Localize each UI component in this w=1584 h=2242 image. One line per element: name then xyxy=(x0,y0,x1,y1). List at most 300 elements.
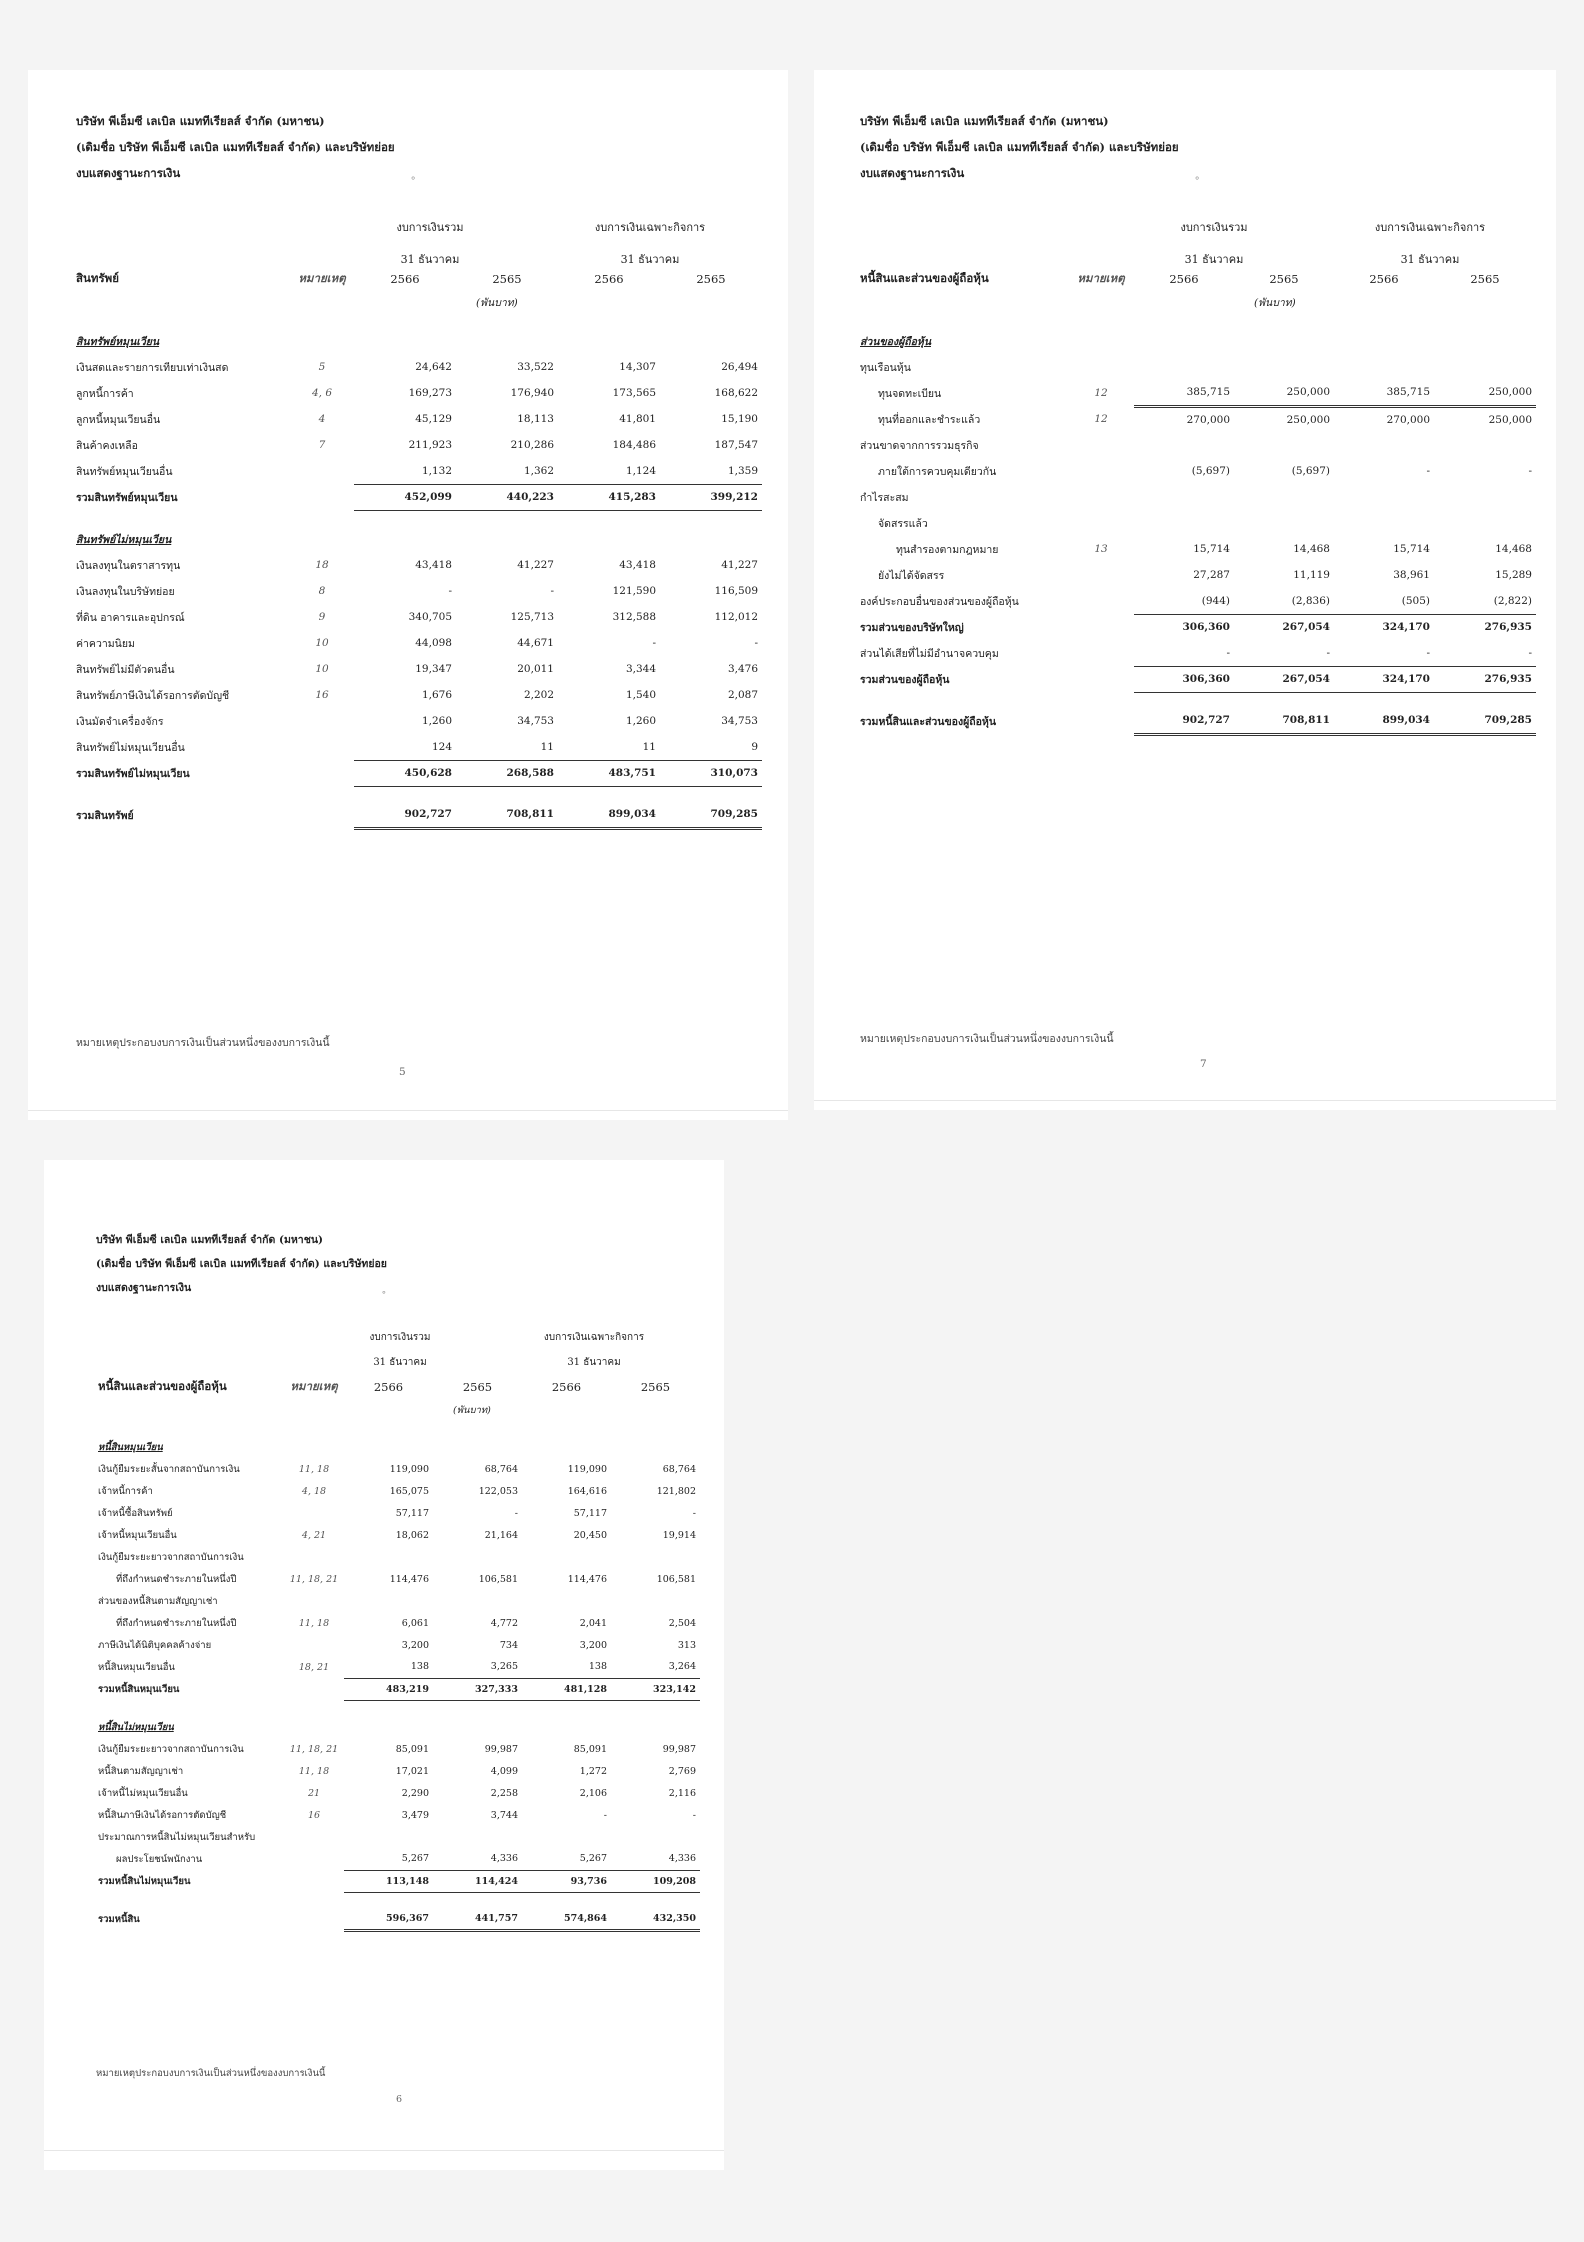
amount-cell: 415,283 xyxy=(558,484,660,510)
amount-cell xyxy=(1134,354,1234,380)
amount-cell: 15,289 xyxy=(1495,569,1532,581)
table-row xyxy=(94,1804,700,1826)
amount-cell: 3,200 xyxy=(579,1639,607,1651)
amount-cell xyxy=(1334,354,1434,380)
amount-cell xyxy=(611,1590,700,1612)
amount-cell: - xyxy=(754,637,758,649)
amount-cell: 2,290 xyxy=(401,1787,429,1799)
row-label: สินทรัพย์ไม่หมุนเวียน xyxy=(76,533,172,546)
amount-cell: 99,987 xyxy=(484,1743,518,1755)
amount-cell: 385,715 xyxy=(1134,380,1234,406)
note-ref: 11, 18 xyxy=(298,1463,330,1475)
note-ref: 9 xyxy=(318,611,326,623)
amount-cell: 210,286 xyxy=(510,439,554,451)
amount-cell: 432,350 xyxy=(611,1908,700,1930)
amount-cell: 441,757 xyxy=(433,1908,522,1930)
amount-cell: 267,054 xyxy=(1282,621,1330,634)
amount-cell: 125,713 xyxy=(510,611,554,623)
row-label: สินทรัพย์ไม่หมุนเวียนอื่น xyxy=(76,741,185,754)
amount-cell: 2,087 xyxy=(727,689,758,701)
page-divider xyxy=(44,2150,724,2151)
statement-title: งบแสดงฐานะการเงิน ˳ xyxy=(96,1282,387,1294)
amount-cell xyxy=(1334,484,1434,510)
amount-cell: 483,219 xyxy=(344,1678,433,1700)
amount-cell: 4,099 xyxy=(490,1765,518,1777)
amount-cell: 27,287 xyxy=(1193,569,1230,581)
spacer-row xyxy=(856,692,1536,708)
consolidated-heading: งบการเงินรวม xyxy=(396,221,464,234)
amount-cell: 2,116 xyxy=(668,1787,696,1799)
amount-cell: 5,267 xyxy=(344,1848,433,1870)
table-row xyxy=(94,1480,700,1502)
total-row xyxy=(94,1678,700,1700)
company-former-name: (เดิมชื่อ บริษัท พีเอ็มซี เลเบิล แมททีเรียลส์ จำกัด) และบริษัทย่อย xyxy=(76,140,395,154)
amount-cell: 26,494 xyxy=(721,361,758,373)
note-ref xyxy=(290,802,354,828)
unit-row xyxy=(94,1400,700,1420)
row-label: หนี้สินตามสัญญาเช่า xyxy=(98,1765,184,1777)
asof-heading: 31 ธันวาคม xyxy=(400,253,460,266)
separate-heading: งบการเงินเฉพาะกิจการ xyxy=(1374,221,1486,234)
amount-cell: 14,468 xyxy=(1495,543,1532,555)
amount-cell xyxy=(522,1590,611,1612)
company-name: บริษัท พีเอ็มซี เลเบิล แมททีเรียลส์ จำกัด (มหาชน) xyxy=(96,1234,323,1246)
row-label: ผลประโยชน์พนักงาน xyxy=(116,1853,203,1865)
amount-cell: 124 xyxy=(354,734,456,760)
table-row xyxy=(72,630,762,656)
total-row xyxy=(72,484,762,510)
amount-cell: 899,034 xyxy=(1334,708,1434,734)
amount-cell: 57,117 xyxy=(395,1507,429,1519)
note-ref xyxy=(284,1546,344,1568)
year-header: 2566 xyxy=(1169,272,1199,286)
amount-cell: 324,170 xyxy=(1334,666,1434,692)
separate-heading: งบการเงินเฉพาะกิจการ xyxy=(594,221,706,234)
table-row xyxy=(94,1848,700,1870)
amount-cell: 41,801 xyxy=(619,413,656,425)
row-label: รวมหนี้สินไม่หมุนเวียน xyxy=(98,1875,191,1887)
amount-cell: 483,751 xyxy=(558,760,660,786)
note-ref xyxy=(290,458,354,484)
statement-title: งบแสดงฐานะการเงิน ˳ xyxy=(76,166,417,180)
amount-cell: 276,935 xyxy=(1484,621,1532,634)
amount-cell: 1,540 xyxy=(625,689,656,701)
amount-cell: 15,714 xyxy=(1193,543,1230,555)
amount-cell: 44,671 xyxy=(517,637,554,649)
row-label: ประมาณการหนี้สินไม่หมุนเวียนสำหรับ xyxy=(98,1831,256,1843)
amount-cell: 24,642 xyxy=(415,361,452,373)
company-name: บริษัท พีเอ็มซี เลเบิล แมททีเรียลส์ จำกัด (มหาชน) xyxy=(76,114,325,128)
amount-cell xyxy=(1234,354,1334,380)
total-row xyxy=(94,1908,700,1930)
row-label: หนี้สินหมุนเวียนอื่น xyxy=(98,1661,175,1673)
table-row xyxy=(72,604,762,630)
row-label: สินทรัพย์หมุนเวียน xyxy=(76,335,160,348)
total-row xyxy=(94,1870,700,1892)
section-heading-row xyxy=(72,328,762,354)
note-ref: 11, 18, 21 xyxy=(289,1743,339,1755)
note-ref xyxy=(1068,354,1134,380)
amount-cell: 17,021 xyxy=(395,1765,429,1777)
amount-cell xyxy=(344,1716,433,1738)
note-ref xyxy=(284,1590,344,1612)
amount-cell xyxy=(456,328,558,354)
amount-cell: 116,509 xyxy=(714,585,758,597)
amount-cell xyxy=(611,1826,700,1848)
amount-cell: (2,836) xyxy=(1234,588,1334,614)
row-label: กำไรสะสม xyxy=(860,491,909,504)
row-label: หนี้สินภาษีเงินได้รอการตัดบัญชี xyxy=(98,1809,227,1821)
amount-cell: 2,041 xyxy=(579,1617,607,1629)
amount-cell: 57,117 xyxy=(573,1507,607,1519)
amount-cell: 68,764 xyxy=(484,1463,518,1475)
amount-cell: 4,772 xyxy=(490,1617,518,1629)
amount-cell: 44,098 xyxy=(415,637,452,649)
row-label: เงินลงทุนในตราสารทุน xyxy=(76,559,181,572)
amount-cell: 9 xyxy=(660,734,762,760)
amount-cell: 187,547 xyxy=(714,439,758,451)
table-row xyxy=(856,458,1536,484)
amount-cell: 2,106 xyxy=(579,1787,607,1799)
amount-cell xyxy=(660,526,762,552)
row-label: รวมสินทรัพย์ xyxy=(76,809,134,822)
row-label: ทุนจดทะเบียน xyxy=(878,387,942,400)
amount-cell xyxy=(456,526,558,552)
table-row xyxy=(72,708,762,734)
amount-cell: 3,264 xyxy=(611,1656,700,1678)
amount-cell: 385,715 xyxy=(1334,380,1434,406)
note-column-header: หมายเหตุ xyxy=(290,1379,338,1393)
amount-cell: 1,132 xyxy=(354,458,456,484)
amount-cell: 168,622 xyxy=(714,387,758,399)
page-divider xyxy=(28,1110,788,1111)
row-label: ที่ถึงกำหนดชำระภายในหนึ่งปี xyxy=(116,1617,237,1629)
footnote: หมายเหตุประกอบงบการเงินเป็นส่วนหนึ่งของงบการเงินนี้ xyxy=(96,2068,326,2079)
unit-row xyxy=(72,292,762,312)
amount-cell: 138 xyxy=(522,1656,611,1678)
amount-cell: 596,367 xyxy=(344,1908,433,1930)
amount-cell: 114,476 xyxy=(389,1573,429,1585)
note-ref: 16 xyxy=(307,1809,321,1821)
amount-cell: 327,333 xyxy=(433,1678,522,1700)
note-ref xyxy=(290,328,354,354)
row-label: รวมส่วนของผู้ถือหุ้น xyxy=(860,673,950,686)
unit-label: (พันบาท) xyxy=(476,296,518,309)
row-label: หนี้สินไม่หมุนเวียน xyxy=(98,1721,174,1733)
amount-cell: 1,272 xyxy=(579,1765,607,1777)
amount-cell xyxy=(611,1436,700,1458)
amount-cell: 324,170 xyxy=(1382,621,1430,634)
table-row xyxy=(94,1738,700,1760)
row-label: เงินกู้ยืมระยะยาวจากสถาบันการเงิน xyxy=(98,1551,244,1563)
table-row xyxy=(72,354,762,380)
note-ref xyxy=(290,760,354,786)
note-column-header: หมายเหตุ xyxy=(298,271,346,285)
footnote: หมายเหตุประกอบงบการเงินเป็นส่วนหนึ่งของงบการเงินนี้ xyxy=(860,1033,1114,1045)
amount-cell: 14,468 xyxy=(1293,543,1330,555)
table-row xyxy=(94,1634,700,1656)
row-label: เจ้าหนี้หมุนเวียนอื่น xyxy=(98,1529,177,1541)
table-row xyxy=(72,682,762,708)
table-row xyxy=(856,510,1536,536)
table-row xyxy=(94,1612,700,1634)
amount-cell: 11 xyxy=(456,734,558,760)
amount-cell: 121,802 xyxy=(656,1485,696,1497)
table-row xyxy=(72,432,762,458)
note-ref: 11, 18 xyxy=(298,1617,330,1629)
table-row xyxy=(72,578,762,604)
amount-cell xyxy=(1434,328,1536,354)
amount-cell xyxy=(1434,432,1536,458)
note-ref: 4, 6 xyxy=(311,387,333,399)
amount-cell: - xyxy=(652,637,656,649)
table-row xyxy=(856,406,1536,432)
amount-cell xyxy=(1234,484,1334,510)
table-row xyxy=(856,536,1536,562)
asof-heading: 31 ธันวาคม xyxy=(620,253,680,266)
asof-heading: 31 ธันวาคม xyxy=(1400,253,1460,266)
amount-cell xyxy=(1134,484,1234,510)
year-header: 2565 xyxy=(492,272,522,286)
year-header: 2566 xyxy=(373,1380,404,1394)
amount-cell: 165,075 xyxy=(389,1485,429,1497)
row-label: ลูกหนี้หมุนเวียนอื่น xyxy=(76,413,161,426)
amount-cell: 114,424 xyxy=(433,1870,522,1892)
equity-table xyxy=(856,266,1536,736)
amount-cell xyxy=(344,1590,433,1612)
amount-cell: 708,811 xyxy=(456,802,558,828)
amount-cell: 34,753 xyxy=(517,715,554,727)
amount-cell: 268,588 xyxy=(456,760,558,786)
amount-cell xyxy=(354,526,456,552)
note-ref xyxy=(1068,484,1134,510)
amount-cell: 6,061 xyxy=(401,1617,429,1629)
amount-cell: 340,705 xyxy=(408,611,452,623)
amount-cell: 5,267 xyxy=(522,1848,611,1870)
table-row xyxy=(94,1782,700,1804)
page-header xyxy=(76,108,416,186)
table-row xyxy=(72,656,762,682)
note-ref xyxy=(284,1870,344,1892)
footnote: หมายเหตุประกอบงบการเงินเป็นส่วนหนึ่งของงบการเงินนี้ xyxy=(76,1037,330,1049)
amount-cell: 14,307 xyxy=(619,361,656,373)
page-header xyxy=(860,108,1200,186)
year-header: 2566 xyxy=(551,1380,582,1394)
total-row xyxy=(856,708,1536,734)
amount-cell: 18,113 xyxy=(517,413,554,425)
note-ref: 8 xyxy=(318,585,326,597)
table-row xyxy=(856,562,1536,588)
amount-cell xyxy=(1234,432,1334,458)
amount-cell xyxy=(354,328,456,354)
table-row xyxy=(94,1656,700,1678)
row-label: ส่วนได้เสียที่ไม่มีอำนาจควบคุม xyxy=(860,647,999,660)
amount-cell: 119,090 xyxy=(567,1463,607,1475)
amount-cell: - xyxy=(448,585,452,597)
amount-cell: 323,142 xyxy=(611,1678,700,1700)
section-heading-row xyxy=(94,1436,700,1458)
amount-cell: 43,418 xyxy=(415,559,452,571)
spacer-row xyxy=(94,1420,700,1436)
year-header: 2565 xyxy=(1269,272,1299,286)
year-header: 2565 xyxy=(462,1380,493,1394)
amount-cell: 250,000 xyxy=(1286,413,1330,426)
note-ref xyxy=(1068,588,1134,614)
year-header: 2566 xyxy=(1369,272,1399,286)
amount-cell: 270,000 xyxy=(1386,413,1430,426)
amount-cell: 45,129 xyxy=(415,413,452,425)
note-ref xyxy=(1068,640,1134,666)
amount-cell: 3,476 xyxy=(727,663,758,675)
amount-cell: - xyxy=(603,1809,607,1821)
row-label: รวมหนี้สิน xyxy=(98,1913,140,1925)
amount-cell xyxy=(1234,510,1334,536)
table-row xyxy=(72,380,762,406)
amount-cell: 1,260 xyxy=(625,715,656,727)
note-ref xyxy=(290,734,354,760)
section-title: หนี้สินและส่วนของผู้ถือหุ้น xyxy=(98,1379,227,1393)
amount-cell: 734 xyxy=(499,1639,518,1651)
amount-cell xyxy=(558,526,660,552)
row-label: รวมสินทรัพย์ไม่หมุนเวียน xyxy=(76,767,190,780)
row-label: ส่วนของหนี้สินตามสัญญาเช่า xyxy=(98,1595,218,1607)
page-equity xyxy=(814,70,1556,1110)
table-row xyxy=(72,406,762,432)
statement-title: งบแสดงฐานะการเงิน ˳ xyxy=(860,166,1201,180)
note-ref: 12 xyxy=(1094,387,1108,399)
total-row xyxy=(72,760,762,786)
amount-cell: 19,914 xyxy=(662,1529,696,1541)
row-label: เงินสดและรายการเทียบเท่าเงินสด xyxy=(76,361,229,374)
year-header: 2565 xyxy=(1470,272,1500,286)
row-label: ทุนสำรองตามกฎหมาย xyxy=(896,543,999,556)
amount-cell: 3,744 xyxy=(490,1809,518,1821)
table-row xyxy=(72,552,762,578)
table-row xyxy=(72,458,762,484)
row-label: จัดสรรแล้ว xyxy=(878,517,928,530)
spacer-row xyxy=(94,1892,700,1908)
amount-cell: 2,258 xyxy=(490,1787,518,1799)
year-header: 2565 xyxy=(696,272,726,286)
note-ref: 12 xyxy=(1094,413,1108,425)
row-label: สินทรัพย์หมุนเวียนอื่น xyxy=(76,465,173,478)
amount-cell xyxy=(433,1436,522,1458)
amount-cell xyxy=(558,328,660,354)
amount-cell: - xyxy=(1334,640,1434,666)
spacer-row xyxy=(72,786,762,802)
row-label: เจ้าหนี้ไม่หมุนเวียนอื่น xyxy=(98,1787,188,1799)
note-ref xyxy=(1068,510,1134,536)
amount-cell xyxy=(522,1436,611,1458)
asof-heading: 31 ธันวาคม xyxy=(567,1357,621,1368)
section-heading-row xyxy=(72,526,762,552)
amount-cell: 114,476 xyxy=(567,1573,607,1585)
page-divider xyxy=(814,1100,1556,1101)
row-label: ค่าความนิยม xyxy=(76,637,135,650)
amount-cell: 11 xyxy=(558,734,660,760)
note-ref: 18, 21 xyxy=(298,1661,330,1673)
amount-cell: 2,769 xyxy=(668,1765,696,1777)
row-label: ทุนเรือนหุ้น xyxy=(860,361,911,374)
note-ref xyxy=(1068,666,1134,692)
amount-cell: 106,581 xyxy=(656,1573,696,1585)
amount-cell xyxy=(433,1826,522,1848)
amount-cell: 267,054 xyxy=(1234,666,1334,692)
amount-cell: 1,124 xyxy=(558,458,660,484)
header-row xyxy=(856,266,1536,292)
table-row xyxy=(94,1826,700,1848)
amount-cell: 250,000 xyxy=(1234,380,1334,406)
row-label: องค์ประกอบอื่นของส่วนของผู้ถือหุ้น xyxy=(860,595,1019,608)
table-row xyxy=(94,1760,700,1782)
amount-cell: 276,935 xyxy=(1434,666,1536,692)
amount-cell: - xyxy=(1234,640,1334,666)
note-ref xyxy=(284,1848,344,1870)
amount-cell: 3,479 xyxy=(401,1809,429,1821)
note-ref xyxy=(284,1678,344,1700)
separate-heading: งบการเงินเฉพาะกิจการ xyxy=(543,1332,645,1343)
note-ref xyxy=(284,1502,344,1524)
spacer-row xyxy=(856,312,1536,328)
amount-cell xyxy=(522,1546,611,1568)
amount-cell xyxy=(1334,432,1434,458)
amount-cell xyxy=(1334,328,1434,354)
amount-cell: 306,360 xyxy=(1182,621,1230,634)
amount-cell: 119,090 xyxy=(389,1463,429,1475)
table-row xyxy=(94,1502,700,1524)
amount-cell: 1,359 xyxy=(660,458,762,484)
row-label: รวมส่วนของบริษัทใหญ่ xyxy=(860,621,964,634)
note-ref xyxy=(290,708,354,734)
year-header: 2565 xyxy=(640,1380,671,1394)
row-label: ที่ดิน อาคารและอุปกรณ์ xyxy=(76,611,185,624)
amount-cell: 481,128 xyxy=(522,1678,611,1700)
amount-cell: 306,360 xyxy=(1134,666,1234,692)
amount-cell xyxy=(1434,484,1536,510)
amount-cell: 19,347 xyxy=(415,663,452,675)
amount-cell: 450,628 xyxy=(354,760,456,786)
amount-cell: 21,164 xyxy=(484,1529,518,1541)
amount-cell: 1,362 xyxy=(456,458,558,484)
amount-cell: (944) xyxy=(1134,588,1234,614)
note-ref xyxy=(1068,458,1134,484)
asof-heading: 31 ธันวาคม xyxy=(1184,253,1244,266)
company-name: บริษัท พีเอ็มซี เลเบิล แมททีเรียลส์ จำกัด (มหาชน) xyxy=(860,114,1109,128)
page-number: 6 xyxy=(396,2094,403,2105)
amount-cell: 250,000 xyxy=(1488,413,1532,426)
table-row xyxy=(94,1590,700,1612)
note-ref: 10 xyxy=(315,637,329,649)
row-label: เงินกู้ยืมระยะยาวจากสถาบันการเงิน xyxy=(98,1743,244,1755)
amount-cell: 574,864 xyxy=(522,1908,611,1930)
note-ref: 4, 21 xyxy=(301,1529,327,1541)
amount-cell xyxy=(522,1716,611,1738)
amount-cell: 109,208 xyxy=(611,1870,700,1892)
amount-cell xyxy=(1134,510,1234,536)
year-header: 2566 xyxy=(594,272,624,286)
amount-cell: - xyxy=(1528,465,1532,477)
note-ref xyxy=(284,1634,344,1656)
note-ref xyxy=(284,1826,344,1848)
section-title: สินทรัพย์ xyxy=(76,271,119,285)
table-row xyxy=(856,484,1536,510)
amount-cell: 20,011 xyxy=(517,663,554,675)
amount-cell xyxy=(1134,432,1234,458)
amount-cell: 902,727 xyxy=(1134,708,1234,734)
amount-cell: 85,091 xyxy=(573,1743,607,1755)
amount-cell: 902,727 xyxy=(354,802,456,828)
row-label: เงินลงทุนในบริษัทย่อย xyxy=(76,585,175,598)
